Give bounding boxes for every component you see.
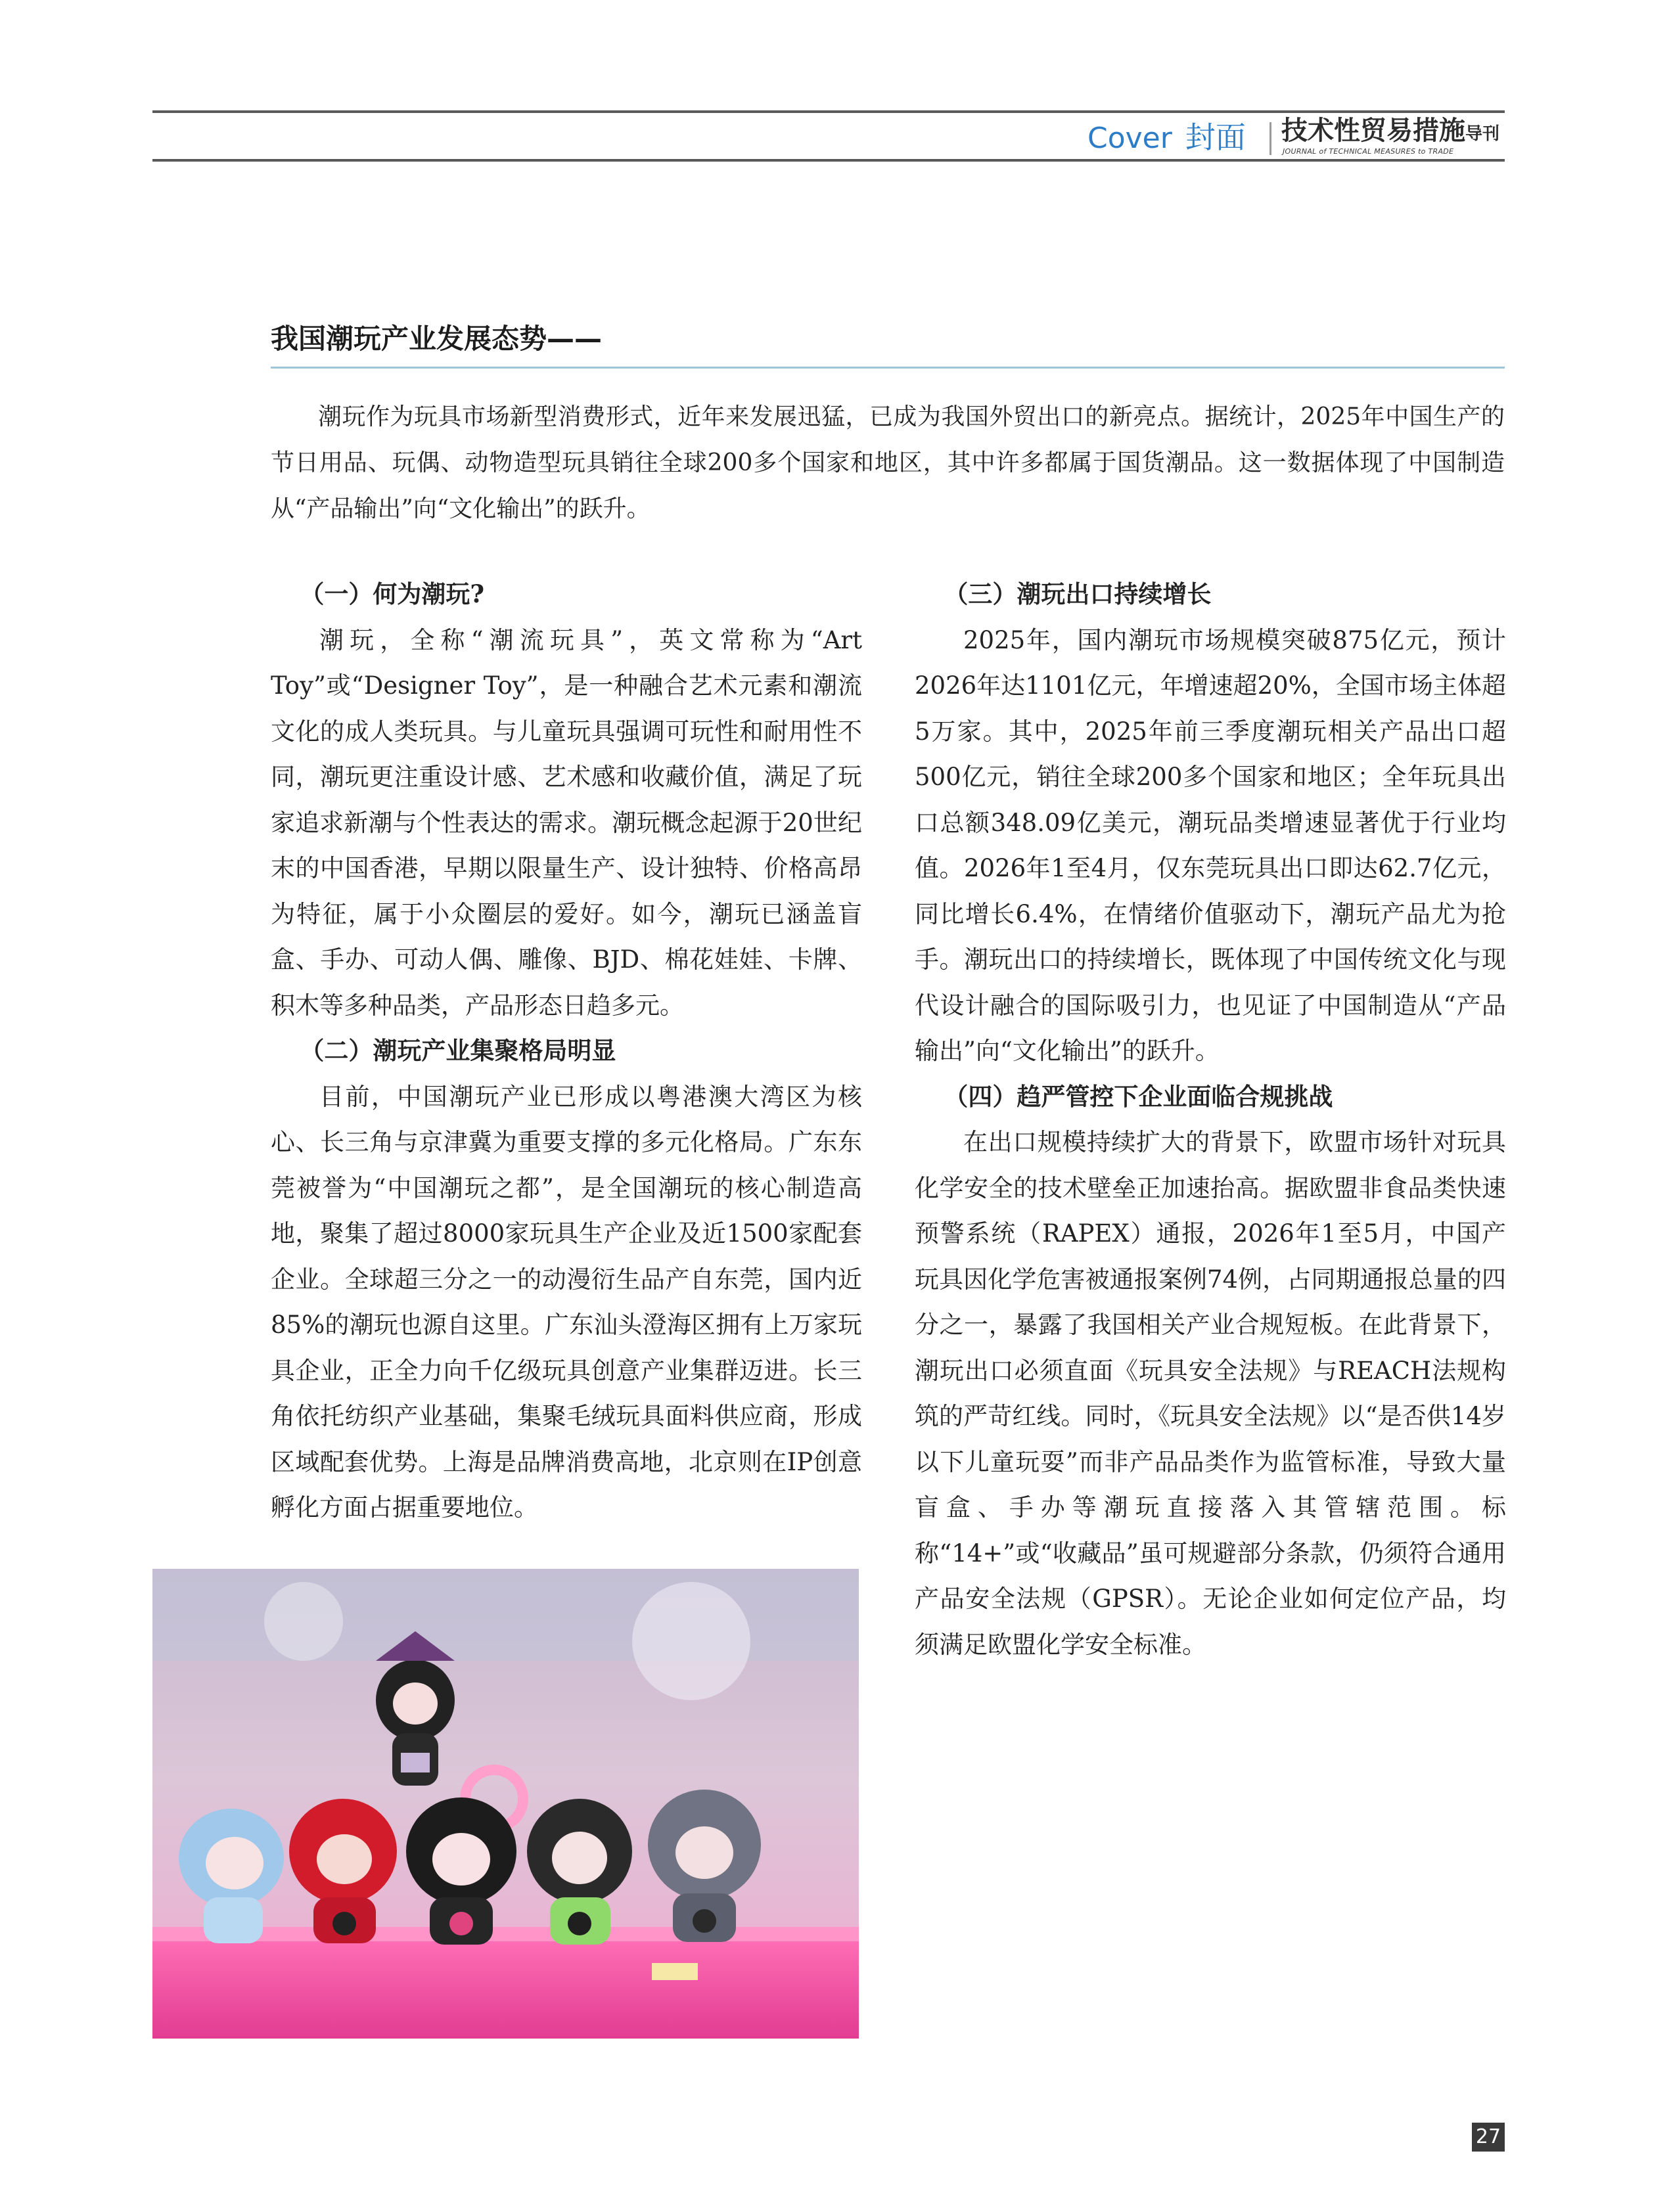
section-heading-4: （四）趋严管控下企业面临合规挑战	[944, 1081, 1333, 1111]
section-label	[1087, 117, 1246, 158]
section-label-zh: 封面	[1185, 120, 1246, 155]
section-heading-1: （一）何为潮玩?	[300, 579, 485, 608]
article-intro	[271, 394, 1505, 532]
intro-paragraph: 潮玩作为玩具市场新型消费形式，近年来发展迅猛，已成为我国外贸出口的新亮点。据统计，2025年中国生产的节日用品、玩偶、动物造型玩具销往全球200多个国家和地区，其中许多都属于国货潮品。这一数据体现了中国制造从“产品输出”向“文化输出”的跃升。	[271, 403, 1505, 522]
journal-name-suffix: 导刊	[1465, 124, 1500, 144]
title-underline	[271, 367, 1505, 369]
section-2-paragraph: 目前，中国潮玩产业已形成以粤港澳大湾区为核心、长三角与京津冀为重要支撑的多元化格局。广东东莞被誉为“中国潮玩之都”，是全国潮玩的核心制造高地，聚集了超过8000家玩具生产企业及近1500家配套企业。全球超三分之一的动漫衍生品产自东莞，国内近85%的潮玩也源自这里。广东汕头澄海区拥有上万家玩具企业，正全力向千亿级玩具创意产业集群迈进。长三角依托纺织产业基础，集聚毛绒玩具面料供应商，形成区域配套优势。上海是品牌消费高地，北京则在IP创意孵化方面占据重要地位。	[271, 1082, 862, 1522]
section-1-paragraph: 潮玩，全称“潮流玩具”，英文常称为“Art Toy”或“Designer Toy”，是一种融合艺术元素和潮流文化的成人类玩具。与儿童玩具强调可玩性和耐用性不同，潮玩更注重设计感、艺术感和收藏价值，满足了玩家追求新潮与个性表达的需求。潮玩概念起源于20世纪末的中国香港，早期以限量生产、设计独特、价格高昂为特征，属于小众圈层的爱好。如今，潮玩已涵盖盲盒、手办、可动人偶、雕像、BJD、棉花娃娃、卡牌、积木等多种品类，产品形态日趋多元。	[271, 625, 862, 1020]
journal-name: 技术性贸易措施	[1281, 116, 1465, 146]
section-3-paragraph: 2025年，国内潮玩市场规模突破875亿元，预计2026年达1101亿元，年增速超20%，全国市场主体超5万家。其中，2025年前三季度潮玩相关产品出口超500亿元，销往全球200多个国家和地区；全年玩具出口总额348.09亿美元，潮玩品类增速显著优于行业均值。2026年1至4月，仅东莞玩具出口即达62.7亿元，同比增长6.4%，在情绪价值驱动下，潮玩产品尤为抢手。潮玩出口的持续增长，既体现了中国传统文化与现代设计融合的国际吸引力，也见证了中国制造从“产品输出”向“文化输出”的跃升。	[915, 625, 1506, 1065]
header-bottom-rule	[152, 159, 1505, 162]
toy-display-photo	[152, 1569, 859, 2039]
left-column	[271, 572, 862, 1531]
section-4-paragraph: 在出口规模持续扩大的背景下，欧盟市场针对玩具化学安全的技术壁垒正加速抬高。据欧盟非食品类快速预警系统（RAPEX）通报，2026年1至5月，中国产玩具因化学危害被通报案例74例，占同期通报总量的四分之一，暴露了我国相关产业合规短板。在此背景下，潮玩出口必须直面《玩具安全法规》与REACH法规构筑的严苛红线。同时，《玩具安全法规》以“是否供14岁以下儿童玩耍”而非产品品类作为监管标准，导致大量盲盒、手办等潮玩直接落入其管辖范围。标称“14+”或“收藏品”虽可规避部分条款，仍须符合通用产品安全法规（GPSR）。无论企业如何定位产品，均须满足欧盟化学安全标准。	[915, 1128, 1506, 1659]
page-number: 27	[1472, 2123, 1505, 2152]
article-title: 我国潮玩产业发展态势——	[271, 323, 603, 355]
journal-logo	[1281, 116, 1499, 146]
section-heading-3: （三）潮玩出口持续增长	[944, 579, 1212, 608]
section-label-en: Cover	[1087, 122, 1172, 155]
header-divider	[1269, 122, 1271, 155]
journal-english-name: JOURNAL of TECHNICAL MEASURES to TRADE	[1283, 147, 1454, 156]
header-top-rule	[152, 110, 1505, 113]
section-heading-2: （二）潮玩产业集聚格局明显	[300, 1036, 616, 1065]
right-column	[915, 572, 1506, 1667]
